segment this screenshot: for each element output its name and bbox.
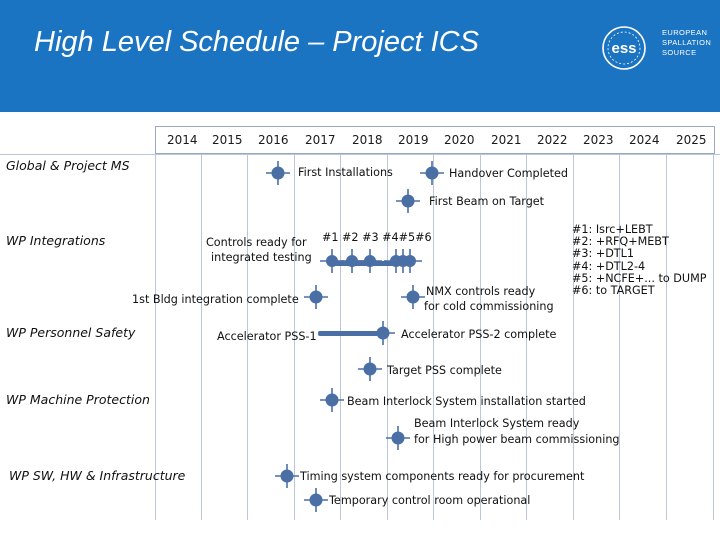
label-controls-ready-1: Controls ready for [206,236,307,249]
milestone-marker-icon [396,189,420,213]
grid-line [340,154,341,520]
year-label: 2023 [583,133,614,147]
ess-logo-text [662,28,711,58]
slide-header [0,0,720,112]
wp-label-personnel-safety: WP Personnel Safety [6,325,136,340]
logo-line: SPALLATION [662,38,712,47]
label-temp-control-room: Temporary control room operational [329,494,531,507]
label-handover-completed: Handover Completed [449,167,568,180]
integration-legend [572,224,706,297]
year-label: 2014 [167,133,198,147]
milestone-marker-icon [401,285,425,309]
legend-item: #3: +DTL1 [572,247,634,261]
year-label: 2025 [676,133,707,147]
milestone-marker-icon [266,161,290,185]
grid-line [155,154,156,520]
label-first-installations: First Installations [298,166,393,179]
year-label: 2015 [212,133,243,147]
wp-label-sw-hw-infrastructure: WP SW, HW & Infrastructure [9,468,186,483]
slide-title: High Level Schedule – Project ICS [34,26,479,58]
label-controls-ready-2: integrated testing [211,251,312,264]
milestone-marker-icon [371,321,395,345]
label-acc-pss2: Accelerator PSS-2 complete [401,328,557,341]
legend-item: #1: Isrc+LEBT [572,223,653,236]
legend-item: #5: +NCFE+... to DUMP [572,271,707,285]
year-label: 2020 [444,133,475,147]
grid-line [666,154,667,520]
milestone-marker-icon [420,161,444,185]
legend-item: #2: +RFQ+MEBT [572,235,669,249]
ess-logo [596,24,714,72]
label-bis-ready-1: Beam Interlock System ready [414,417,580,430]
year-label: 2016 [258,133,289,147]
label-bis-installation: Beam Interlock System installation started [347,395,586,408]
grid-line [573,154,574,520]
ess-logo-icon [596,24,656,72]
year-label: 2022 [537,133,568,147]
year-label: 2019 [398,133,429,147]
timeline-baseline [0,154,720,155]
year-label: 2018 [352,133,383,147]
label-target-pss: Target PSS complete [387,364,502,377]
logo-line: SOURCE [662,48,697,57]
milestone-marker-icon [358,357,382,381]
label-nmx-2: for cold commissioning [424,300,554,313]
wp-label-global: Global & Project MS [6,158,130,173]
milestone-marker-icon [275,464,299,488]
grid-line [713,154,714,520]
label-integration-markers: #1 #2 #3 #4#5#6 [322,231,432,244]
integration-marker-icon [358,249,382,273]
wp-label-machine-protection: WP Machine Protection [6,392,150,407]
milestone-marker-icon [304,488,328,512]
ess-logo-mark: ess [611,40,637,57]
label-bis-ready-2: for High power beam commissioning [414,433,620,446]
legend-item: #6: to TARGET [572,284,655,298]
integration-marker-icon [398,249,422,273]
label-timing-system: Timing system components ready for procurement [300,470,585,483]
milestone-marker-icon [304,285,328,309]
label-nmx-1: NMX controls ready [426,285,536,298]
label-bldg-integration: 1st Bldg integration complete [132,293,299,306]
label-first-beam-on-target: First Beam on Target [429,195,545,208]
grid-line [201,154,202,520]
milestone-marker-icon [320,388,344,412]
logo-line: EUROPEAN [662,28,708,37]
grid-line [619,154,620,520]
wp-label-integrations: WP Integrations [6,233,106,248]
year-label: 2017 [305,133,336,147]
milestone-marker-icon [386,426,410,450]
year-label: 2021 [491,133,522,147]
year-label: 2024 [629,133,660,147]
label-acc-pss1: Accelerator PSS-1 [217,330,317,343]
legend-item: #4: +DTL2-4 [572,259,646,273]
